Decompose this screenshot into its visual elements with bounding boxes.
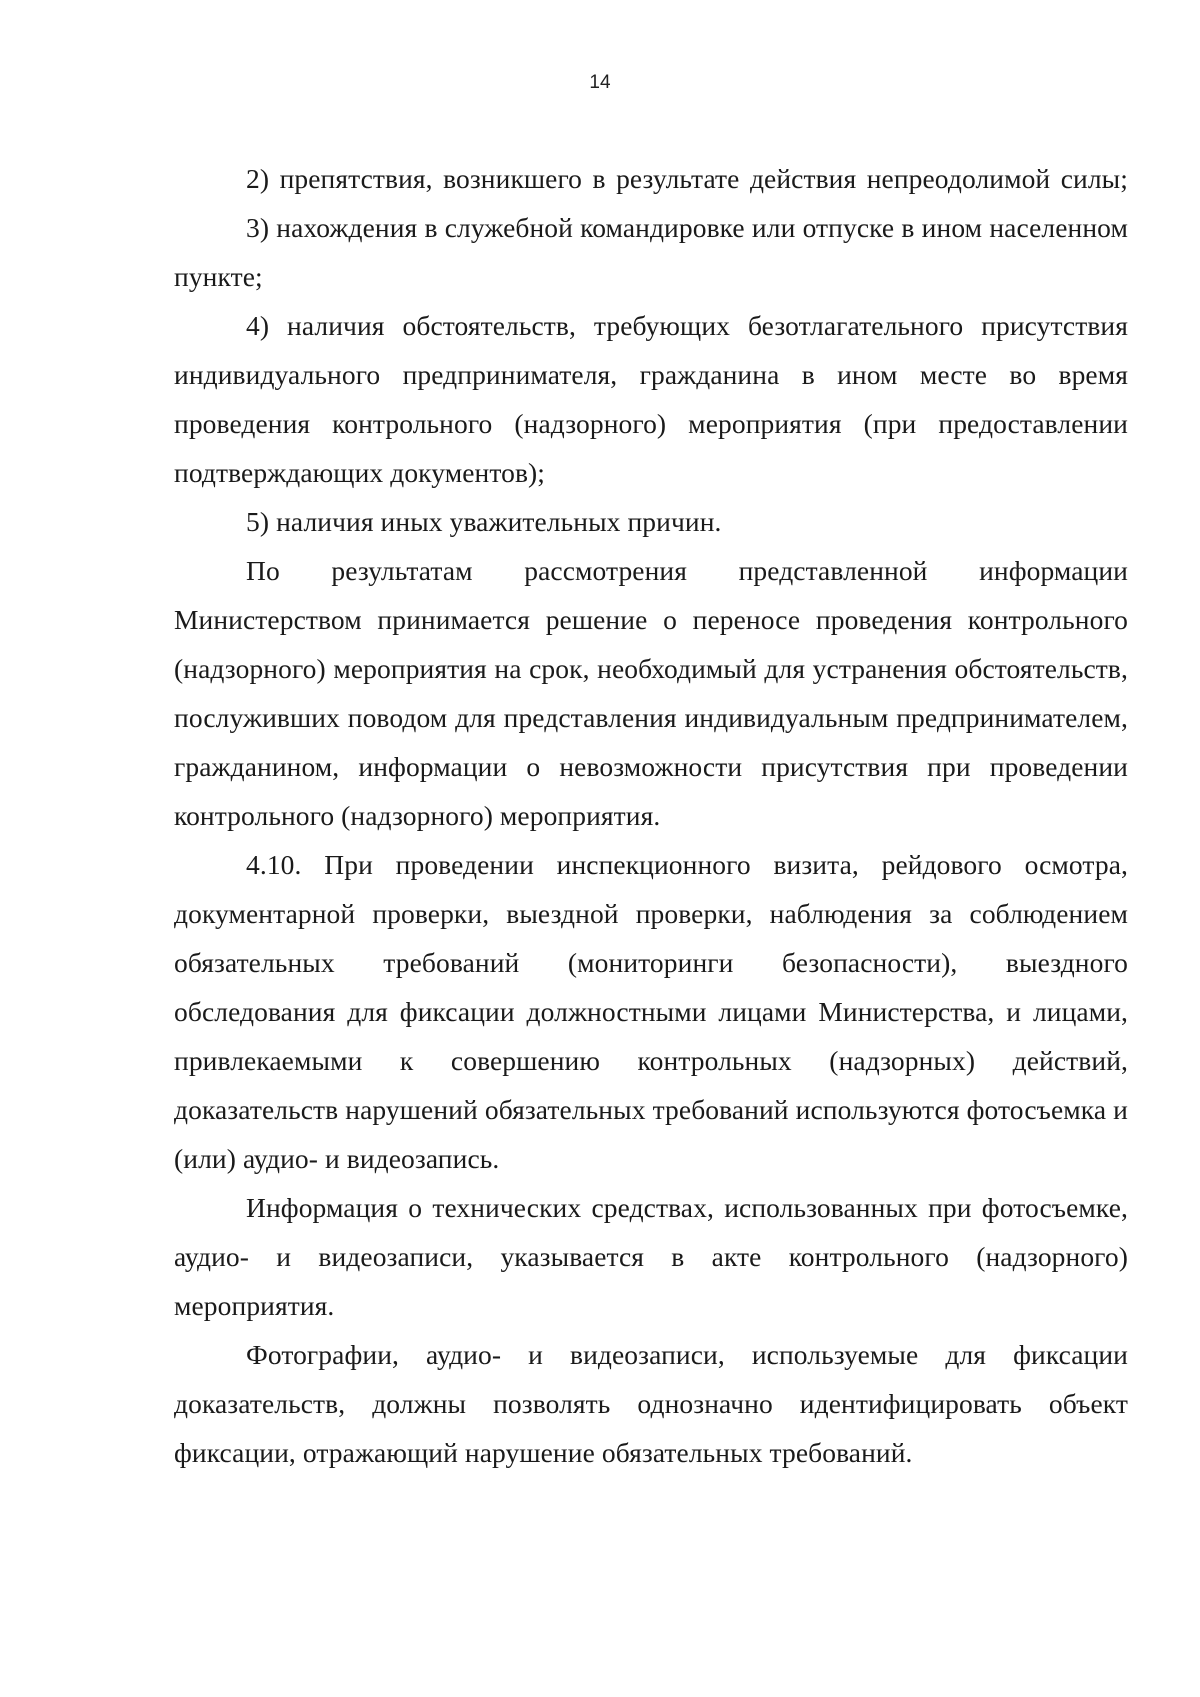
document-body (174, 154, 1128, 1477)
paragraph-technical-means: Информация о технических средствах, использованных при фотосъемке, аудио- и видеозаписи, указывается в акте контрольного (надзорного) мероприятия. (174, 1192, 1128, 1321)
page-number: 14 (589, 72, 611, 93)
paragraph-4-10: 4.10. При проведении инспекционного визита, рейдового осмотра, документарной проверки, выездной проверки, наблюдения за соблюдением обязательных требований (мониторинги безопасности), выездного обследования для фиксации должностными лицами Министерства, и лицами, привлекаемыми к совершению контрольных (надзорных) действий, доказательств нарушений обязательных требований используются фотосъемка и (или) аудио- и видеозапись. (174, 849, 1128, 1174)
paragraph-decision: По результатам рассмотрения представленной информации Министерством принимается решение о переносе проведения контрольного (надзорного) мероприятия на срок, необходимый для устранения обстоятельств, послуживших поводом для представления индивидуальным предпринимателем, гражданином, информации о невозможности присутствия при проведении контрольного (надзорного) мероприятия. (174, 555, 1128, 831)
paragraph-item-5: 5) наличия иных уважительных причин. (246, 506, 722, 537)
paragraph-item-2: 2) препятствия, возникшего в результате действия непреодолимой силы; (246, 163, 1128, 194)
paragraph-item-4: 4) наличия обстоятельств, требующих безотлагательного присутствия индивидуального предпринимателя, гражданина в ином месте во время проведения контрольного (надзорного) мероприятия (при предоставлении подтверждающих документов); (174, 310, 1128, 488)
paragraph-photos: Фотографии, аудио- и видеозаписи, используемые для фиксации доказательств, должны позволять однозначно идентифицировать объект фиксации, отражающий нарушение обязательных требований. (174, 1339, 1128, 1468)
paragraph-item-3: 3) нахождения в служебной командировке или отпуске в ином населенном пункте; (174, 212, 1128, 292)
